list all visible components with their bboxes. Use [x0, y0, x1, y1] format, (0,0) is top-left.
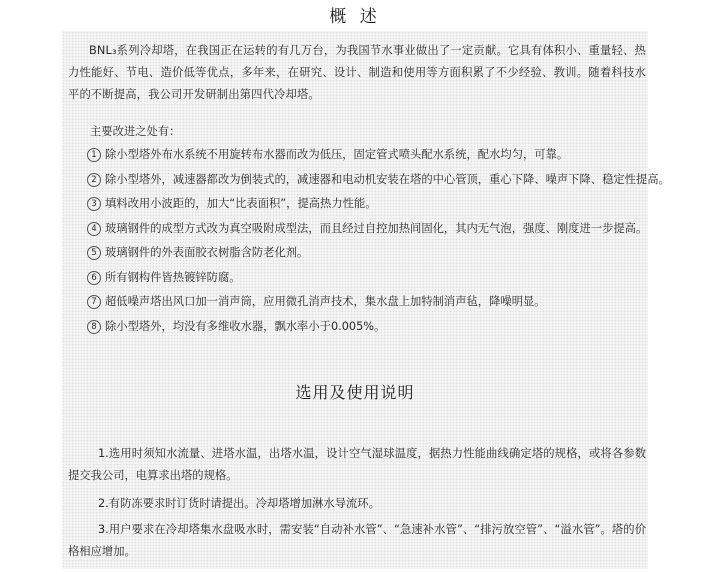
improvement-item: [87, 147, 647, 172]
circled-number: 2: [87, 173, 101, 187]
circled-number: 4: [87, 222, 101, 236]
improvements-list: [87, 147, 670, 343]
improvement-text: 除小型塔外，减速器都改为倒装式的，减速器和电动机安装在塔的中心管顶，重心下降、噪声下降、稳定性提高。: [105, 172, 670, 186]
improvement-text: 除小型塔外布水系统不用旋转布水器而改为低压，固定管式喷头配水系统，配水均匀，可靠。: [105, 148, 569, 161]
improvement-item: [87, 319, 647, 344]
improvement-text: 填料改用小波距的，加大“比表面积”，提高热力性能。: [105, 197, 377, 210]
improvement-item: [87, 294, 647, 319]
usage-item-3: 3.用户要求在冷却塔集水盘吸水时，需安装“自动补水管”、“急速补水管”、“排污放空管”、“溢水管”。塔的价格相应增加。: [68, 523, 646, 558]
improvement-item: [87, 196, 647, 221]
circled-number: 6: [87, 271, 101, 285]
usage-title: 选用及使用说明: [295, 383, 415, 402]
circled-number: 7: [87, 295, 101, 309]
improvement-item: [87, 172, 670, 197]
improvement-text: 玻璃钢件的外表面胶衣树脂含防老化剂。: [105, 246, 309, 259]
improvement-item: [87, 245, 647, 270]
circled-number: 1: [87, 148, 101, 162]
intro-paragraph: BNL₃系列冷却塔，在我国正在运转的有几万台，为我国节水事业做出了一定贡献。它具有体积小、重量轻、热力性能好、节电、造价低等优点，多年来，在研究、设计、制造和使用等方面积累了不少经验、教训。随着科技水平的不断提高，我公司开发研制出第四代冷却塔。: [68, 44, 646, 101]
usage-item-1: 1.选用时须知水流量、进塔水温，出塔水温，设计空气湿球温度，据热力性能曲线确定塔的规格，或将各参数提交我公司，电算求出塔的规格。: [68, 447, 646, 482]
overview-title: 概 述: [329, 7, 381, 27]
improvement-item: [87, 270, 647, 295]
usage-item-2: 2.有防冻要求时订货时请提出。冷却塔增加淋水导流环。: [98, 497, 380, 510]
improvements-title: 主要改进之处有：: [90, 125, 181, 138]
circled-number: 8: [87, 320, 101, 334]
improvement-item: [87, 221, 647, 246]
improvement-text: 超低噪声塔出风口加一消声筒，应用微孔消声技术，集水盘上加特制消声毡，降噪明显。: [105, 295, 546, 308]
improvement-text: 除小型塔外，均没有多维收水器，飘水率小于0.005%。: [105, 319, 386, 333]
circled-number: 5: [87, 246, 101, 260]
circled-number: 3: [87, 197, 101, 211]
improvement-text: 玻璃钢件的成型方式改为真空吸附成型法，而且经过自控加热间固化，其内无气泡，强度、刚度进一步提高。: [105, 221, 648, 235]
improvement-text: 所有钢构件皆热镀锌防腐。: [105, 270, 241, 284]
